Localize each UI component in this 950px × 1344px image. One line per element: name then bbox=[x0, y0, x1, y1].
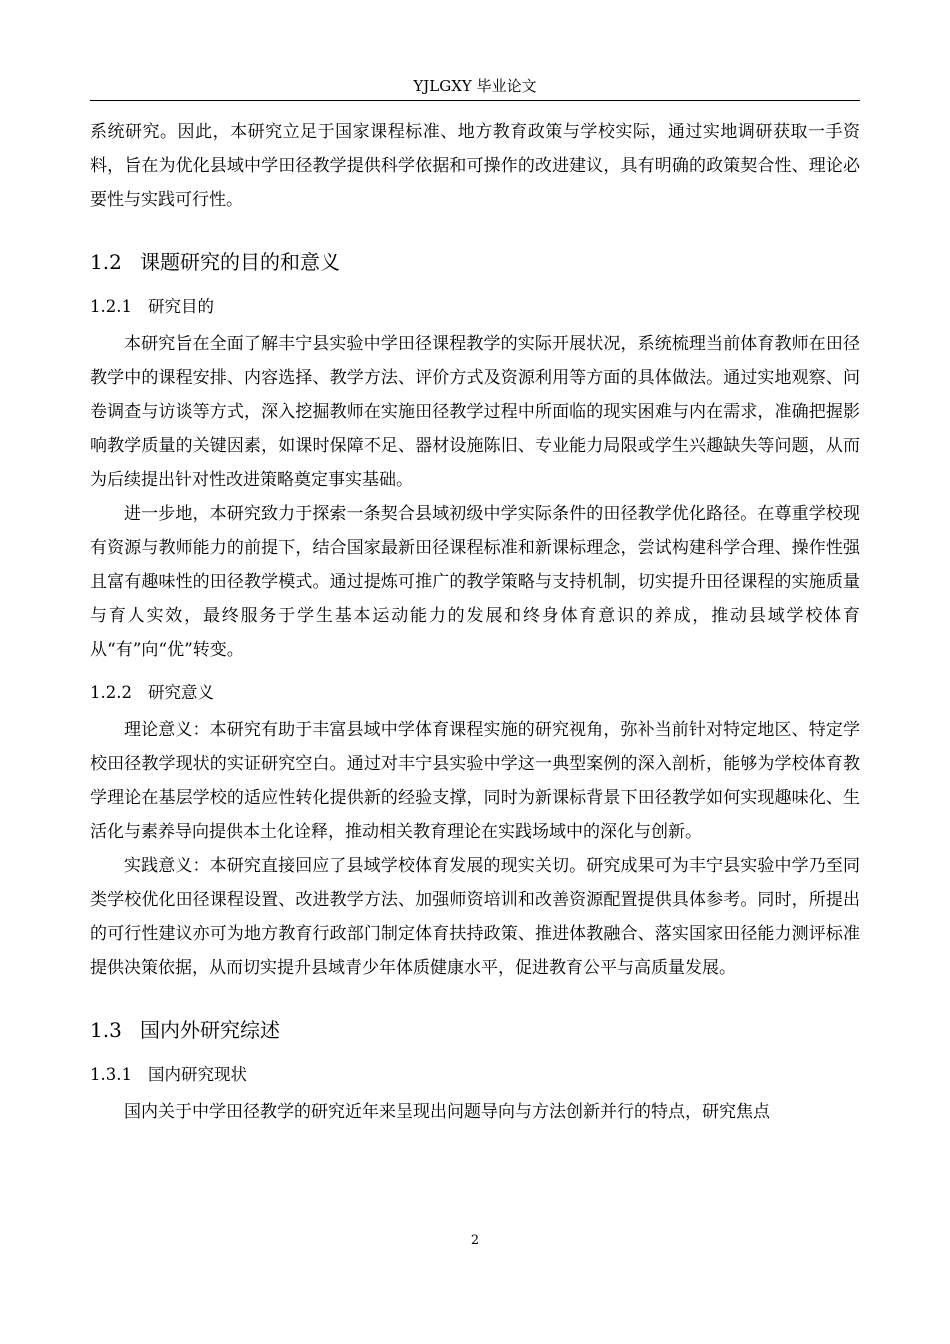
subsection-number: 1.2.2 bbox=[90, 683, 132, 702]
subsection-title: 研究目的 bbox=[148, 297, 214, 316]
intro-paragraph: 系统研究。因此，本研究立足于国家课程标准、地方教育政策与学校实际，通过实地调研获取一手资料，旨在为优化县域中学田径教学提供科学依据和可操作的改进建议，具有明确的政策契合性、理论必要性与实践可行性。 bbox=[90, 122, 860, 210]
section-heading-1-3 bbox=[90, 1013, 860, 1047]
paragraph: 本研究旨在全面了解丰宁县实验中学田径课程教学的实际开展状况，系统梳理当前体育教师在田径教学中的课程安排、内容选择、教学方法、评价方式及资源利用等方面的具体做法。通过实地观察、问卷调查与访谈等方式，深入挖掘教师在实施田径教学过程中所面临的现实困难与内在需求，准确把握影响教学质量的关键因素，如课时保障不足、器材设施陈旧、专业能力局限或学生兴趣缺失等问题，从而为后续提出针对性改进策略奠定事实基础。 bbox=[90, 334, 860, 490]
paragraph: 实践意义：本研究直接回应了县域学校体育发展的现实关切。研究成果可为丰宁县实验中学乃至同类学校优化田径课程设置、改进教学方法、加强师资培训和改善资源配置提供具体参考。同时，所提出的可行性建议亦可为地方教育行政部门制定体育扶持政策、推进体教融合、落实国家田径能力测评标准提供决策依据，从而切实提升县域青少年体质健康水平，促进教育公平与高质量发展。 bbox=[90, 856, 860, 978]
page-number: 2 bbox=[470, 1233, 480, 1248]
paragraph: 国内关于中学田径教学的研究近年来呈现出问题导向与方法创新并行的特点，研究焦点 bbox=[124, 1102, 770, 1122]
header-rule bbox=[90, 100, 860, 101]
subsection-number: 1.3.1 bbox=[90, 1065, 132, 1084]
subsection-heading-1-2-2 bbox=[90, 679, 860, 707]
paragraph: 理论意义：本研究有助于丰富县域中学体育课程实施的研究视角，弥补当前针对特定地区、特定学校田径教学现状的实证研究空白。通过对丰宁县实验中学这一典型案例的深入剖析，能够为学校体育教学理论在基层学校的适应性转化提供新的经验支撑，同时为新课标背景下田径教学如何实现趣味化、生活化与素养导向提供本土化诠释，推动相关教育理论在实践场域中的深化与创新。 bbox=[90, 720, 860, 842]
section-title: 国内外研究综述 bbox=[140, 1018, 280, 1042]
section-heading-1-2 bbox=[90, 245, 860, 279]
subsection-title: 国内研究现状 bbox=[148, 1065, 247, 1084]
subsection-heading-1-2-1 bbox=[90, 293, 860, 321]
subsection-title: 研究意义 bbox=[148, 683, 214, 702]
running-header: YJLGXY 毕业论文 bbox=[413, 77, 537, 95]
subsection-number: 1.2.1 bbox=[90, 297, 132, 316]
subsection-heading-1-3-1 bbox=[90, 1061, 860, 1089]
paragraph: 进一步地，本研究致力于探索一条契合县域初级中学实际条件的田径教学优化路径。在尊重学校现有资源与教师能力的前提下，结合国家最新田径课程标准和新课标理念，尝试构建科学合理、操作性强且富有趣味性的田径教学模式。通过提炼可推广的教学策略与支持机制，切实提升田径课程的实施质量与育人实效，最终服务于学生基本运动能力的发展和终身体育意识的养成，推动县域学校体育从“有”向“优”转变。 bbox=[90, 504, 860, 660]
section-number: 1.3 bbox=[90, 1018, 122, 1042]
section-title: 课题研究的目的和意义 bbox=[140, 250, 340, 274]
page-body bbox=[90, 115, 860, 1129]
section-number: 1.2 bbox=[90, 250, 122, 274]
